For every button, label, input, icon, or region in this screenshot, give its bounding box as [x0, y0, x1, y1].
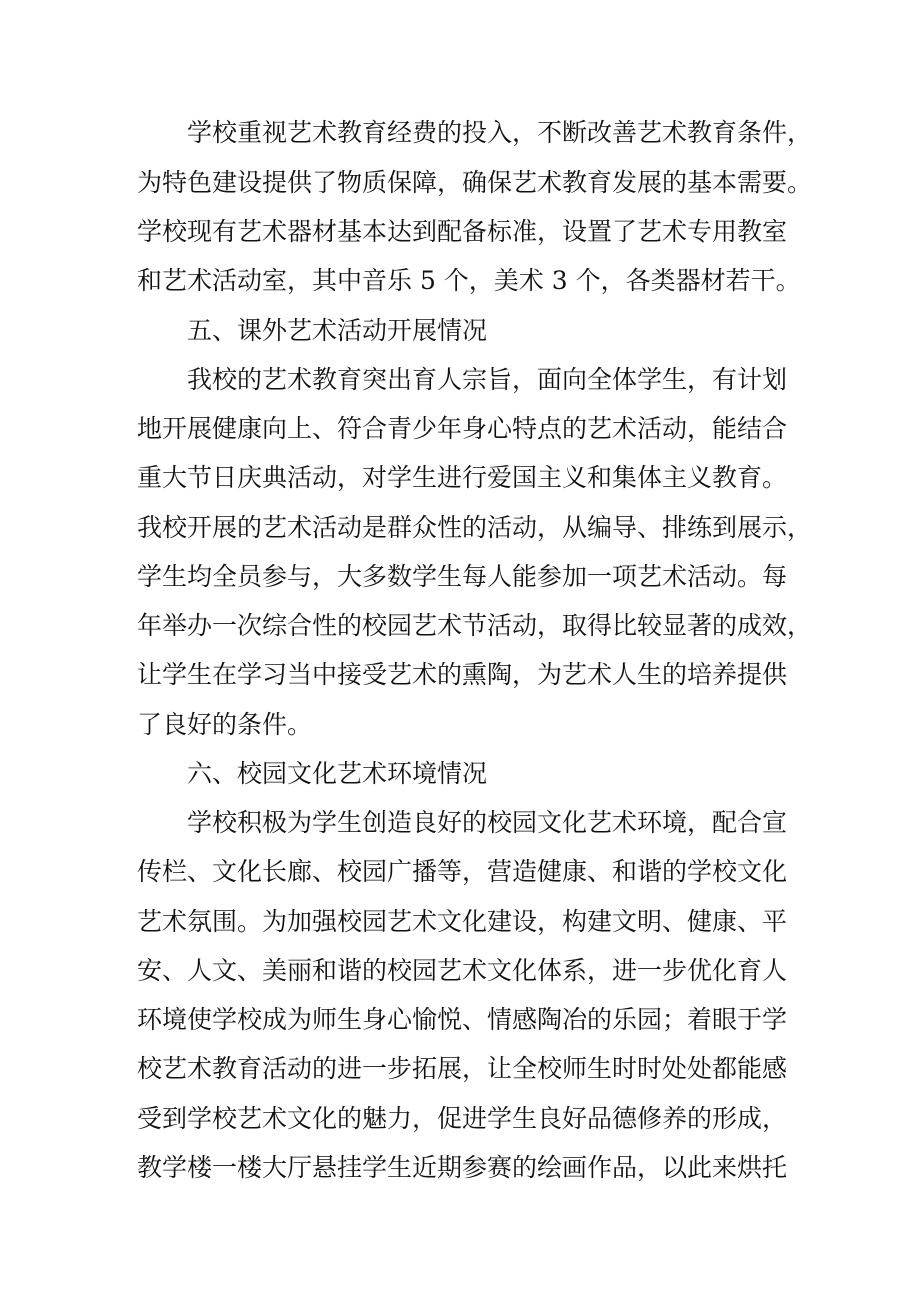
paragraph-line: 学校积极为学生创造良好的校园文化艺术环境，配合宣: [187, 808, 788, 837]
paragraph-line: 让学生在学习当中接受艺术的熏陶，为艺术人生的培养提供: [137, 660, 788, 689]
paragraph-line: 我校开展的艺术活动是群众性的活动，从编导、排练到展示，: [137, 513, 813, 542]
paragraph-line: 我校的艺术教育突出育人宗旨，面向全体学生，有计划: [187, 365, 788, 394]
paragraph-line: 艺术氛围。为加强校园艺术文化建设，构建文明、健康、平: [137, 907, 788, 936]
paragraph-line: 传栏、文化长廊、校园广播等，营造健康、和谐的学校文化: [137, 857, 788, 886]
paragraph-line: 安、人文、美丽和谐的校园艺术文化体系，进一步优化育人: [137, 956, 788, 985]
paragraph-line: 受到学校艺术文化的魅力，促进学生良好品德修养的形成，: [137, 1104, 788, 1133]
paragraph-line: 年举办一次综合性的校园艺术节活动，取得比较显著的成效，: [137, 611, 813, 640]
paragraph-line: 学校重视艺术教育经费的投入，不断改善艺术教育条件，: [187, 118, 813, 147]
paragraph-line: 了良好的条件。: [137, 710, 313, 739]
paragraph-line: 地开展健康向上、符合青少年身心特点的艺术活动，能结合: [137, 414, 788, 443]
paragraph-line: 学生均全员参与，大多数学生每人能参加一项艺术活动。每: [137, 562, 788, 591]
section-heading: 五、课外艺术活动开展情况: [187, 316, 488, 345]
paragraph-line: 学校现有艺术器材基本达到配备标准，设置了艺术专用教室: [137, 217, 788, 246]
paragraph-line: 和艺术活动室，其中音乐 5 个，美术 3 个，各类器材若干。: [137, 266, 801, 295]
paragraph-line: 教学楼一楼大厅悬挂学生近期参赛的绘画作品，以此来烘托: [137, 1153, 788, 1182]
paragraph-line: 为特色建设提供了物质保障，确保艺术教育发展的基本需要。: [137, 168, 813, 197]
paragraph-line: 校艺术教育活动的进一步拓展，让全校师生时时处处都能感: [137, 1054, 788, 1083]
section-heading: 六、校园文化艺术环境情况: [187, 759, 488, 788]
paragraph-line: 重大节日庆典活动，对学生进行爱国主义和集体主义教育。: [137, 463, 788, 492]
paragraph-line: 环境使学校成为师生身心愉悦、情感陶冶的乐园；着眼于学: [137, 1005, 788, 1034]
